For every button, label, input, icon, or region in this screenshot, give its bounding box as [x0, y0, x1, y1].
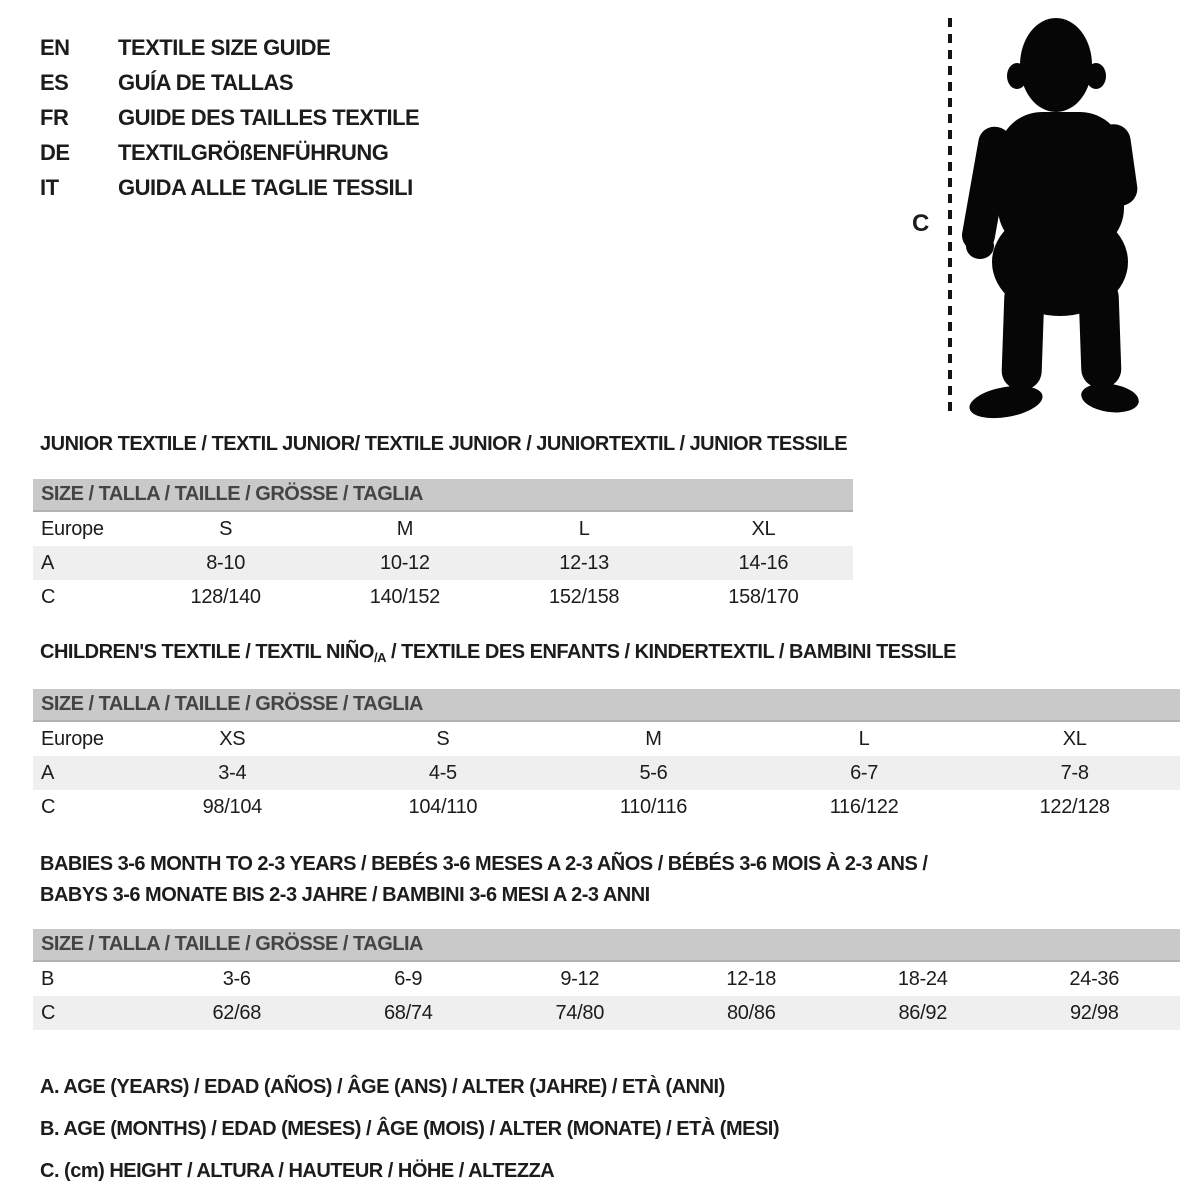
table-cell: 80/86 — [726, 1001, 776, 1024]
babies-size-table — [33, 929, 1180, 1030]
table-cell: 158/170 — [728, 585, 799, 608]
table-row-height — [33, 790, 1180, 824]
table-cell: 68/74 — [383, 1001, 433, 1024]
language-code: ES — [40, 69, 69, 95]
row-label: C — [41, 795, 56, 818]
guide-title: GUIDA ALLE TAGLIE TESSILI — [118, 174, 413, 200]
table-row-age — [33, 546, 853, 580]
language-code: FR — [40, 104, 69, 130]
table-cell: 8-10 — [206, 551, 246, 574]
children-heading-suffix: / TEXTILE DES ENFANTS / KINDERTEXTIL / BAMBINI TESSILE — [385, 641, 956, 663]
table-cell: 6-7 — [850, 761, 879, 784]
row-label: A — [41, 551, 55, 574]
table-cell: 9-12 — [560, 967, 600, 990]
toddler-figure — [900, 0, 1200, 430]
table-cell: L — [578, 517, 590, 540]
language-title-list — [40, 30, 419, 205]
language-code: IT — [40, 174, 59, 200]
size-table-header-band: SIZE / TALLA / TAILLE / GRÖSSE / TAGLIA — [33, 689, 1180, 722]
children-heading-prefix: CHILDREN'S TEXTILE / TEXTIL NIÑO — [40, 641, 374, 663]
table-cell: 12-18 — [726, 967, 777, 990]
table-cell: 140/152 — [369, 585, 440, 608]
table-cell: S — [219, 517, 233, 540]
toddler-silhouette — [959, 18, 1140, 423]
table-cell: 86/92 — [898, 1001, 948, 1024]
language-row — [40, 30, 419, 65]
row-label: A — [41, 761, 55, 784]
babies-heading-line1: BABIES 3-6 MONTH TO 2-3 YEARS / BEBÉS 3-6 MESES A 2-3 AÑOS / BÉBÉS 3-6 MOIS À 2-3 ANS / — [40, 853, 928, 875]
children-section-heading — [40, 641, 956, 665]
footnote-legend — [40, 1066, 779, 1192]
table-row-months — [33, 962, 1180, 996]
row-label: B — [41, 967, 55, 990]
table-cell: 104/110 — [408, 795, 478, 818]
measure-label-c: C — [912, 210, 929, 237]
table-cell: 24-36 — [1069, 967, 1120, 990]
table-cell: 10-12 — [380, 551, 430, 574]
footnote-a: A. AGE (YEARS) / EDAD (AÑOS) / ÂGE (ANS) / ALTER (JAHRE) / ETÀ (ANNI) — [40, 1076, 725, 1098]
guide-title: GUIDE DES TAILLES TEXTILE — [118, 104, 420, 130]
table-cell: 116/122 — [829, 795, 899, 818]
table-cell: 7-8 — [1060, 761, 1089, 784]
table-cell: 3-4 — [218, 761, 247, 784]
size-table-header-band: SIZE / TALLA / TAILLE / GRÖSSE / TAGLIA — [33, 479, 853, 512]
guide-title: TEXTILE SIZE GUIDE — [118, 34, 331, 60]
table-cell: 128/140 — [190, 585, 261, 608]
table-cell: M — [396, 517, 414, 540]
table-cell: 74/80 — [555, 1001, 605, 1024]
language-row — [40, 135, 419, 170]
row-label: C — [41, 1001, 56, 1024]
table-row-height — [33, 580, 853, 614]
guide-title: TEXTILGRÖßENFÜHRUNG — [118, 139, 389, 165]
size-table-header-band: SIZE / TALLA / TAILLE / GRÖSSE / TAGLIA — [33, 929, 1180, 962]
table-cell: L — [858, 727, 870, 750]
table-cell: XS — [219, 727, 246, 750]
table-cell: XL — [751, 517, 776, 540]
children-size-table — [33, 689, 1180, 824]
language-code: EN — [40, 34, 70, 60]
language-row — [40, 170, 419, 205]
table-row-age — [33, 756, 1180, 790]
table-cell: 6-9 — [394, 967, 423, 990]
junior-size-table — [33, 479, 853, 614]
table-cell: 18-24 — [897, 967, 948, 990]
guide-title: GUÍA DE TALLAS — [118, 69, 294, 95]
table-cell: XL — [1062, 727, 1087, 750]
language-row — [40, 65, 419, 100]
table-cell: M — [645, 727, 662, 750]
table-cell: 5-6 — [639, 761, 668, 784]
junior-section-heading: JUNIOR TEXTILE / TEXTIL JUNIOR/ TEXTILE JUNIOR / JUNIORTEXTIL / JUNIOR TESSILE — [40, 433, 848, 455]
babies-section-heading — [40, 849, 927, 911]
table-cell: 92/98 — [1069, 1001, 1119, 1024]
table-cell: 12-13 — [559, 551, 609, 574]
table-row-europe — [33, 512, 853, 546]
table-cell: 4-5 — [428, 761, 457, 784]
table-cell: 3-6 — [222, 967, 251, 990]
table-row-height — [33, 996, 1180, 1030]
row-label: Europe — [41, 727, 104, 750]
language-code: DE — [40, 139, 70, 165]
table-cell: 62/68 — [212, 1001, 262, 1024]
children-heading-subscript: /A — [373, 650, 386, 665]
footnote-b: B. AGE (MONTHS) / EDAD (MESES) / ÂGE (MOIS) / ALTER (MONATE) / ETÀ (MESI) — [40, 1118, 780, 1140]
table-cell: 122/128 — [1039, 795, 1110, 818]
row-label: Europe — [41, 517, 104, 540]
language-row — [40, 100, 419, 135]
table-cell: 152/158 — [549, 585, 620, 608]
row-label: C — [41, 585, 56, 608]
table-cell: 98/104 — [202, 795, 262, 818]
table-cell: 110/116 — [619, 795, 688, 818]
footnote-c: C. (cm) HEIGHT / ALTURA / HAUTEUR / HÖHE / ALTEZZA — [40, 1160, 555, 1182]
table-cell: S — [436, 727, 450, 750]
table-row-europe — [33, 722, 1180, 756]
table-cell: 14-16 — [738, 551, 789, 574]
babies-heading-line2: BABYS 3-6 MONATE BIS 2-3 JAHRE / BAMBINI 3-6 MESI A 2-3 ANNI — [40, 884, 650, 906]
